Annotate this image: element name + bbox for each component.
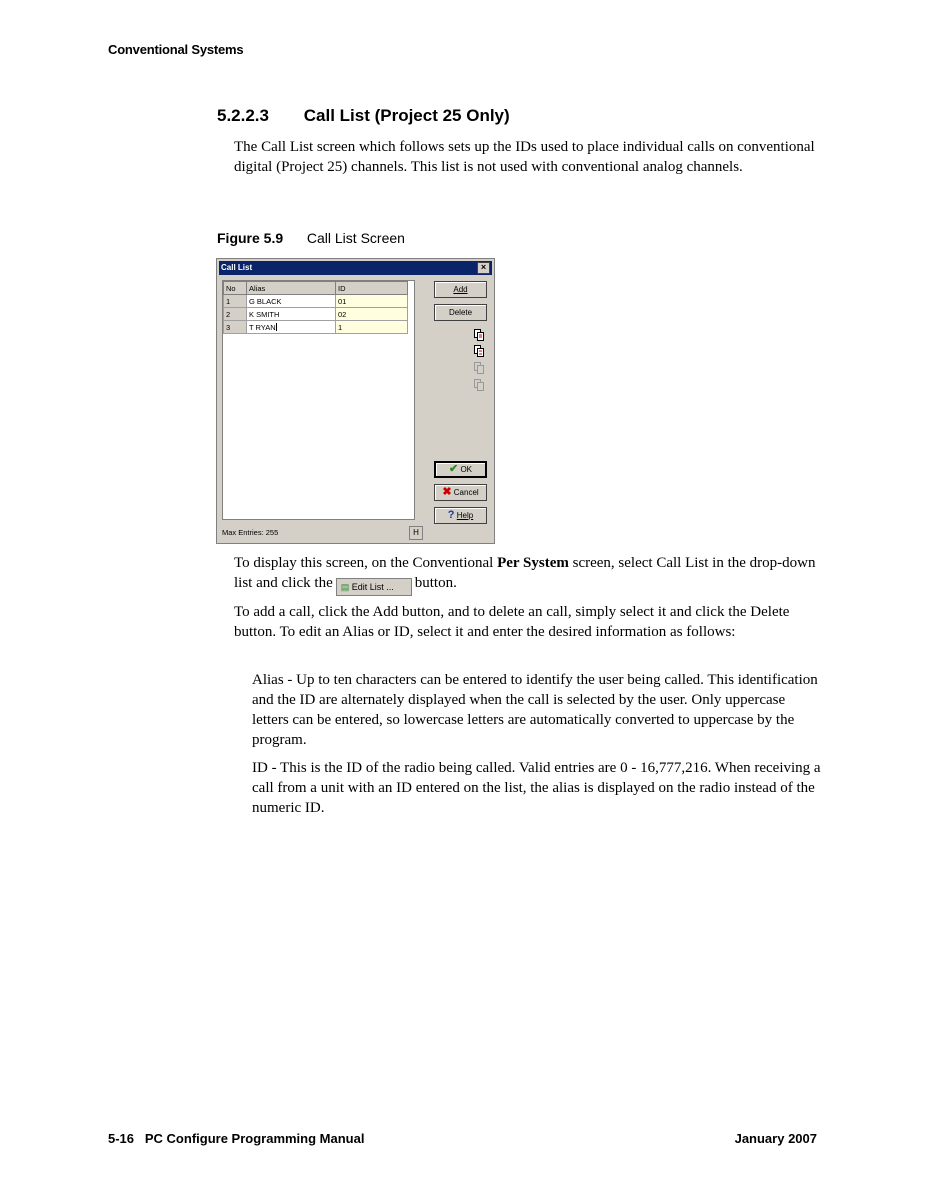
alias-cell[interactable]: G BLACK — [247, 295, 336, 308]
alias-edit-value[interactable]: T RYAN — [249, 322, 276, 332]
intro-paragraph: The Call List screen which follows sets up the IDs used to place individual calls on conventional digital (Project 25) channels. This list is not used with conventional analog channels. — [234, 139, 815, 175]
display-instructions-paragraph — [234, 553, 824, 596]
cancel-x-icon: ✖ — [442, 486, 452, 498]
ok-button[interactable] — [434, 461, 487, 478]
cancel-button[interactable] — [434, 484, 487, 501]
alias-cell-editing[interactable] — [247, 321, 336, 334]
id-cell[interactable]: 02 — [336, 308, 408, 321]
figure-caption-text: Call List Screen — [306, 230, 405, 246]
call-list-dialog — [216, 258, 495, 544]
add-button-label: Add — [453, 285, 468, 294]
paste-disabled-icon — [474, 379, 484, 391]
per-system-bold: Per System — [497, 555, 569, 571]
column-header-no[interactable]: No — [224, 282, 247, 295]
status-panel-h: H — [409, 526, 423, 540]
footer-date: January 2007 — [734, 1131, 817, 1146]
help-button[interactable] — [434, 507, 487, 524]
close-icon[interactable]: × — [477, 262, 490, 274]
add-button[interactable] — [434, 281, 487, 298]
copy-icon[interactable] — [474, 329, 484, 341]
help-question-icon: ? — [447, 509, 455, 521]
alias-description: Alias - Up to ten characters can be entered to identify the user being called. This identification and the ID are alternately displayed when the call is selected by the user. Only uppercase letters can be entered, so lowercase letters are automatically converted to uppercase by the program. — [252, 672, 818, 748]
para2-text-b: screen, select Call List in the drop-down list and click the — [234, 555, 816, 591]
column-header-id[interactable]: ID — [336, 282, 408, 295]
table-row[interactable] — [224, 321, 408, 334]
paste-icon[interactable] — [474, 345, 484, 357]
section-title: Call List (Project 25 Only) — [303, 106, 510, 125]
dialog-titlebar — [219, 261, 492, 275]
add-delete-paragraph: To add a call, click the Add button, and to delete an call, simply select it and click the Delete button. To edit an Alias or ID, select it and enter the desired information as follows: — [234, 604, 790, 640]
help-button-label: Help — [456, 511, 474, 520]
id-description: ID - This is the ID of the radio being called. Valid entries are 0 - 16,777,216. When receiving a call from a unit with an ID entered on the list, the alias is displayed on the radio instead of the numeric ID. — [252, 760, 821, 816]
para2-text-a: To display this screen, on the Conventional — [234, 555, 498, 571]
figure-label: Figure 5.9 — [217, 230, 284, 246]
row-number: 1 — [224, 295, 247, 308]
running-header: Conventional Systems — [108, 42, 244, 57]
table-row[interactable] — [224, 308, 408, 321]
alias-cell[interactable]: K SMITH — [247, 308, 336, 321]
copy-disabled-icon — [474, 362, 484, 374]
section-number: 5.2.2.3 — [217, 106, 269, 125]
figure-caption — [217, 230, 405, 246]
call-list-grid[interactable] — [222, 280, 415, 520]
edit-list-button-image — [336, 578, 412, 596]
text-cursor — [276, 323, 277, 331]
id-cell[interactable]: 1 — [336, 321, 408, 334]
page-number: 5-16 — [108, 1131, 135, 1146]
status-max-entries: Max Entries: 255 — [222, 528, 279, 537]
footer-left — [108, 1131, 364, 1146]
cancel-button-label: Cancel — [453, 488, 479, 497]
manual-title: PC Configure Programming Manual — [144, 1131, 365, 1146]
edit-list-label: Edit List ... — [351, 582, 394, 592]
dialog-title: Call List — [221, 263, 253, 272]
table-row[interactable] — [224, 295, 408, 308]
id-cell[interactable]: 01 — [336, 295, 408, 308]
list-icon: ▤ — [340, 582, 350, 592]
section-heading — [217, 106, 510, 126]
check-icon: ✔ — [448, 463, 459, 475]
column-header-alias[interactable]: Alias — [247, 282, 336, 295]
delete-button-label: Delete — [448, 308, 473, 317]
delete-button[interactable] — [434, 304, 487, 321]
row-number: 2 — [224, 308, 247, 321]
row-number: 3 — [224, 321, 247, 334]
ok-button-label: OK — [460, 465, 472, 474]
para2-text-c: button. — [414, 575, 457, 591]
grid-header-row — [224, 282, 408, 295]
